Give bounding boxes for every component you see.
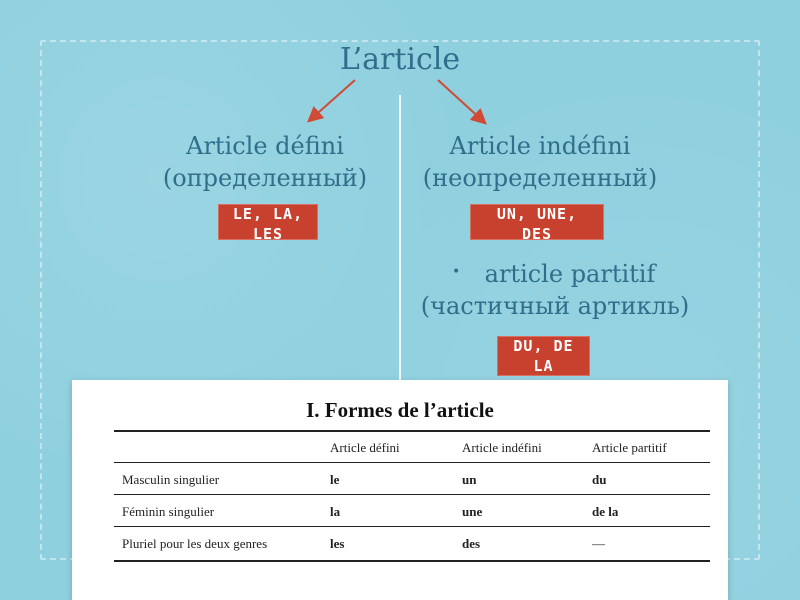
forms-table [72,380,728,600]
table-cell: des [462,536,481,551]
arrow-right-icon [438,80,484,122]
table-cell: du [592,472,607,487]
table-rule [114,560,710,562]
tag-line: LES [252,225,284,243]
table-cell: — [592,536,605,551]
table-cell: de la [592,504,619,519]
row-label: Féminin singulier [122,504,215,519]
definite-block [120,130,410,194]
table-cell: une [462,504,483,519]
table-rule [114,462,710,463]
table-heading: I. Formes de l’article [306,398,494,422]
column-header: Article indéfini [462,440,542,455]
partitive-block [395,258,715,322]
slide-title: L’article [339,42,461,77]
table-rule [114,526,710,527]
column-header: Article partitif [592,440,667,455]
tag-line: DU, DE [513,337,574,355]
arrow-left-icon [310,80,355,120]
table-cell: le [330,472,340,487]
table-rule [114,494,710,495]
table-rule [114,430,710,432]
tag-line: LA [533,357,554,375]
row-label: Masculin singulier [122,472,220,487]
definite-forms-tag [218,204,318,243]
tag-line: UN, UNE, [496,205,578,223]
tag-line: LE, LA, [232,205,304,223]
definite-translation: (определенный) [162,164,368,192]
indefinite-forms-tag [470,204,604,243]
tag-line: DES [521,225,553,243]
column-header: Article défini [330,440,400,455]
partitive-translation: (частичный артикль) [420,292,690,320]
partitive-forms-tag [497,336,590,376]
table-cell: la [330,504,341,519]
table-cell: les [330,536,345,551]
row-label: Pluriel pour les deux genres [122,536,268,551]
definite-label: Article défini [186,132,344,160]
bullet-icon: • [452,264,461,280]
table-cell: un [462,472,477,487]
indefinite-block [395,130,685,194]
indefinite-translation: (неопределенный) [422,164,658,192]
partitive-label: article partitif [484,260,656,288]
indefinite-label: Article indéfini [449,132,631,160]
